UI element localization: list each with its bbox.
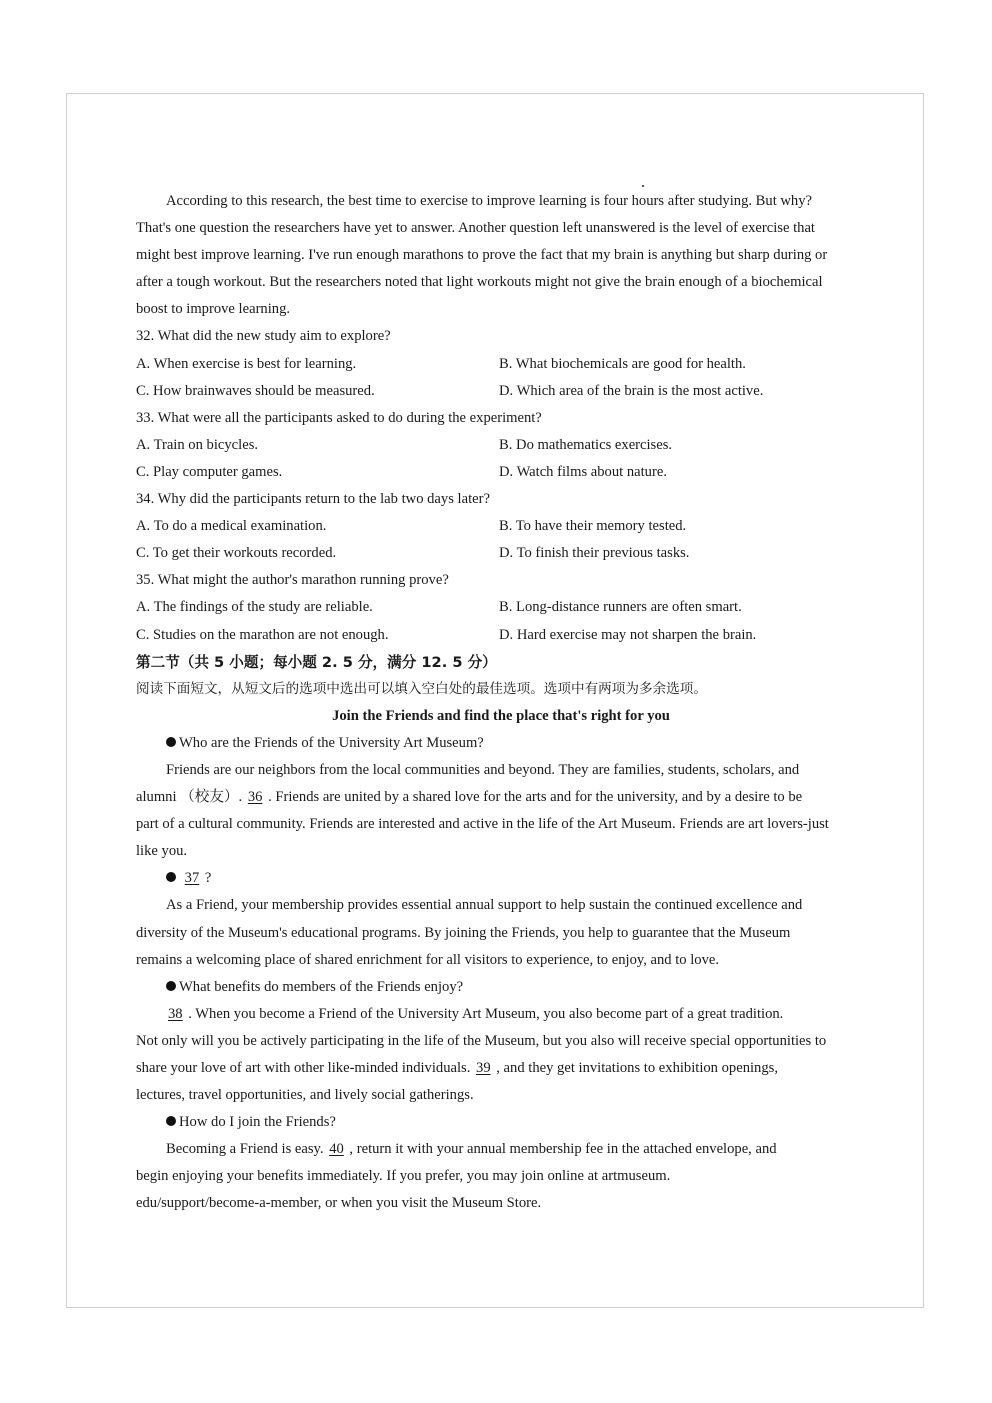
blank-39: 39 bbox=[476, 1060, 491, 1076]
blank-40: 40 bbox=[329, 1141, 344, 1158]
subheading-text: Who are the Friends of the University Art Museum? bbox=[179, 734, 484, 751]
paragraph-line: diversity of the Museum's educational programs. By joining the Friends, you help to guarantee that the Museum bbox=[136, 924, 791, 941]
option-d: D. To finish their previous tasks. bbox=[499, 545, 690, 562]
option-c: C. How brainwaves should be measured. bbox=[136, 382, 375, 399]
passage-title: Join the Friends and find the place that's right for you bbox=[332, 707, 670, 724]
paragraph-line bbox=[136, 1055, 866, 1082]
option-c: C. Play computer games. bbox=[136, 463, 283, 480]
bullet-icon bbox=[166, 872, 176, 882]
section-heading: 第二节（共 5 小题；每小题 2. 5 分，满分 12. 5 分） bbox=[136, 653, 497, 671]
scan-speck bbox=[642, 185, 644, 187]
paragraph-line: remains a welcoming place of shared enrichment for all visitors to experience, to enjoy, and to love. bbox=[136, 951, 720, 968]
passage-line: boost to improve learning. bbox=[136, 301, 291, 318]
subheading bbox=[136, 974, 866, 1001]
text-run: Becoming a Friend is easy. bbox=[166, 1141, 328, 1158]
paragraph-line: Friends are our neighbors from the local communities and beyond. They are families, students, scholars, and bbox=[166, 761, 800, 778]
option-b: B. What biochemicals are good for health. bbox=[499, 355, 746, 372]
text-run: , return it with your annual membership fee in the attached envelope, and bbox=[345, 1141, 777, 1158]
bullet-icon bbox=[166, 737, 176, 747]
option-row bbox=[136, 378, 866, 405]
option-row bbox=[136, 459, 866, 486]
paragraph-line: part of a cultural community. Friends are interested and active in the life of the Art Museum. Friends are art lovers-just bbox=[136, 816, 829, 833]
option-a: A. The findings of the study are reliable. bbox=[136, 599, 373, 616]
section-instructions: 阅读下面短文，从短文后的选项中选出可以填入空白处的最佳选项。选项中有两项为多余选项。 bbox=[136, 680, 707, 697]
document-body bbox=[136, 188, 866, 1218]
blank-38: 38 bbox=[168, 1005, 183, 1022]
question-stem: 33. What were all the participants asked to do during the experiment? bbox=[136, 409, 542, 426]
option-d: D. Hard exercise may not sharpen the brain. bbox=[499, 626, 757, 643]
paragraph-line: As a Friend, your membership provides essential annual support to help sustain the continued excellence and bbox=[166, 897, 803, 914]
passage-line: That's one question the researchers have yet to answer. Another question left unanswered is the level of exercise that bbox=[136, 220, 815, 237]
paragraph-line: like you. bbox=[136, 843, 188, 860]
option-row bbox=[136, 351, 866, 378]
paragraph-line: edu/support/become-a-member, or when you visit the Museum Store. bbox=[136, 1195, 542, 1212]
passage-line: might best improve learning. I've run enough marathons to prove the fact that my brain is anything but sharp during or bbox=[136, 247, 828, 264]
option-c: C. Studies on the marathon are not enough. bbox=[136, 626, 389, 643]
bullet-icon bbox=[166, 981, 176, 991]
option-row bbox=[136, 540, 866, 567]
paragraph-line: Not only will you be actively participating in the life of the Museum, but you also will receive special opportunities to bbox=[136, 1032, 827, 1049]
blank-36: 36 bbox=[247, 789, 263, 806]
subheading-text: What benefits do members of the Friends enjoy? bbox=[179, 978, 464, 995]
option-d: D. Watch films about nature. bbox=[499, 463, 667, 480]
option-b: B. To have their memory tested. bbox=[499, 518, 687, 535]
option-d: D. Which area of the brain is the most active. bbox=[499, 382, 764, 399]
text-run: . Friends are united by a shared love for the arts and for the university, and by a desire to be bbox=[264, 789, 803, 806]
subheading bbox=[136, 730, 866, 757]
paragraph-line: begin enjoying your benefits immediately. If you prefer, you may join online at artmuseum. bbox=[136, 1168, 671, 1185]
text-run: ? bbox=[201, 870, 212, 887]
question-stem: 34. Why did the participants return to the lab two days later? bbox=[136, 491, 490, 508]
text-run: share your love of art with other like-minded individuals. bbox=[136, 1060, 475, 1076]
option-a: A. Train on bicycles. bbox=[136, 436, 259, 453]
passage-line: According to this research, the best time to exercise to improve learning is four hours after studying. But why? bbox=[166, 193, 813, 209]
option-row bbox=[136, 432, 866, 459]
subheading bbox=[136, 1109, 866, 1136]
option-a: A. To do a medical examination. bbox=[136, 518, 327, 535]
option-a: A. When exercise is best for learning. bbox=[136, 355, 357, 372]
subheading bbox=[136, 865, 866, 892]
paragraph-line bbox=[136, 1136, 866, 1163]
bullet-icon bbox=[166, 1116, 176, 1126]
text-run: . When you become a Friend of the University Art Museum, you also become part of a great tradition. bbox=[184, 1005, 784, 1022]
text-run: alumni （校友）. bbox=[136, 789, 246, 806]
paragraph-line: lectures, travel opportunities, and lively social gatherings. bbox=[136, 1087, 474, 1104]
question-stem: 32. What did the new study aim to explore? bbox=[136, 328, 391, 345]
option-row bbox=[136, 513, 866, 540]
passage-line: after a tough workout. But the researchers noted that light workouts might not give the brain enough of a biochemical bbox=[136, 274, 823, 291]
paragraph-line bbox=[136, 784, 866, 811]
paragraph-line bbox=[136, 1001, 866, 1028]
option-b: B. Do mathematics exercises. bbox=[499, 436, 673, 453]
blank-37: 37 bbox=[184, 870, 200, 887]
subheading-text: How do I join the Friends? bbox=[179, 1114, 336, 1131]
question-stem: 35. What might the author's marathon running prove? bbox=[136, 572, 449, 589]
option-row bbox=[136, 594, 866, 621]
option-b: B. Long-distance runners are often smart. bbox=[499, 599, 742, 616]
text-run: , and they get invitations to exhibition openings, bbox=[492, 1060, 778, 1076]
option-row bbox=[136, 622, 866, 649]
option-c: C. To get their workouts recorded. bbox=[136, 545, 337, 562]
